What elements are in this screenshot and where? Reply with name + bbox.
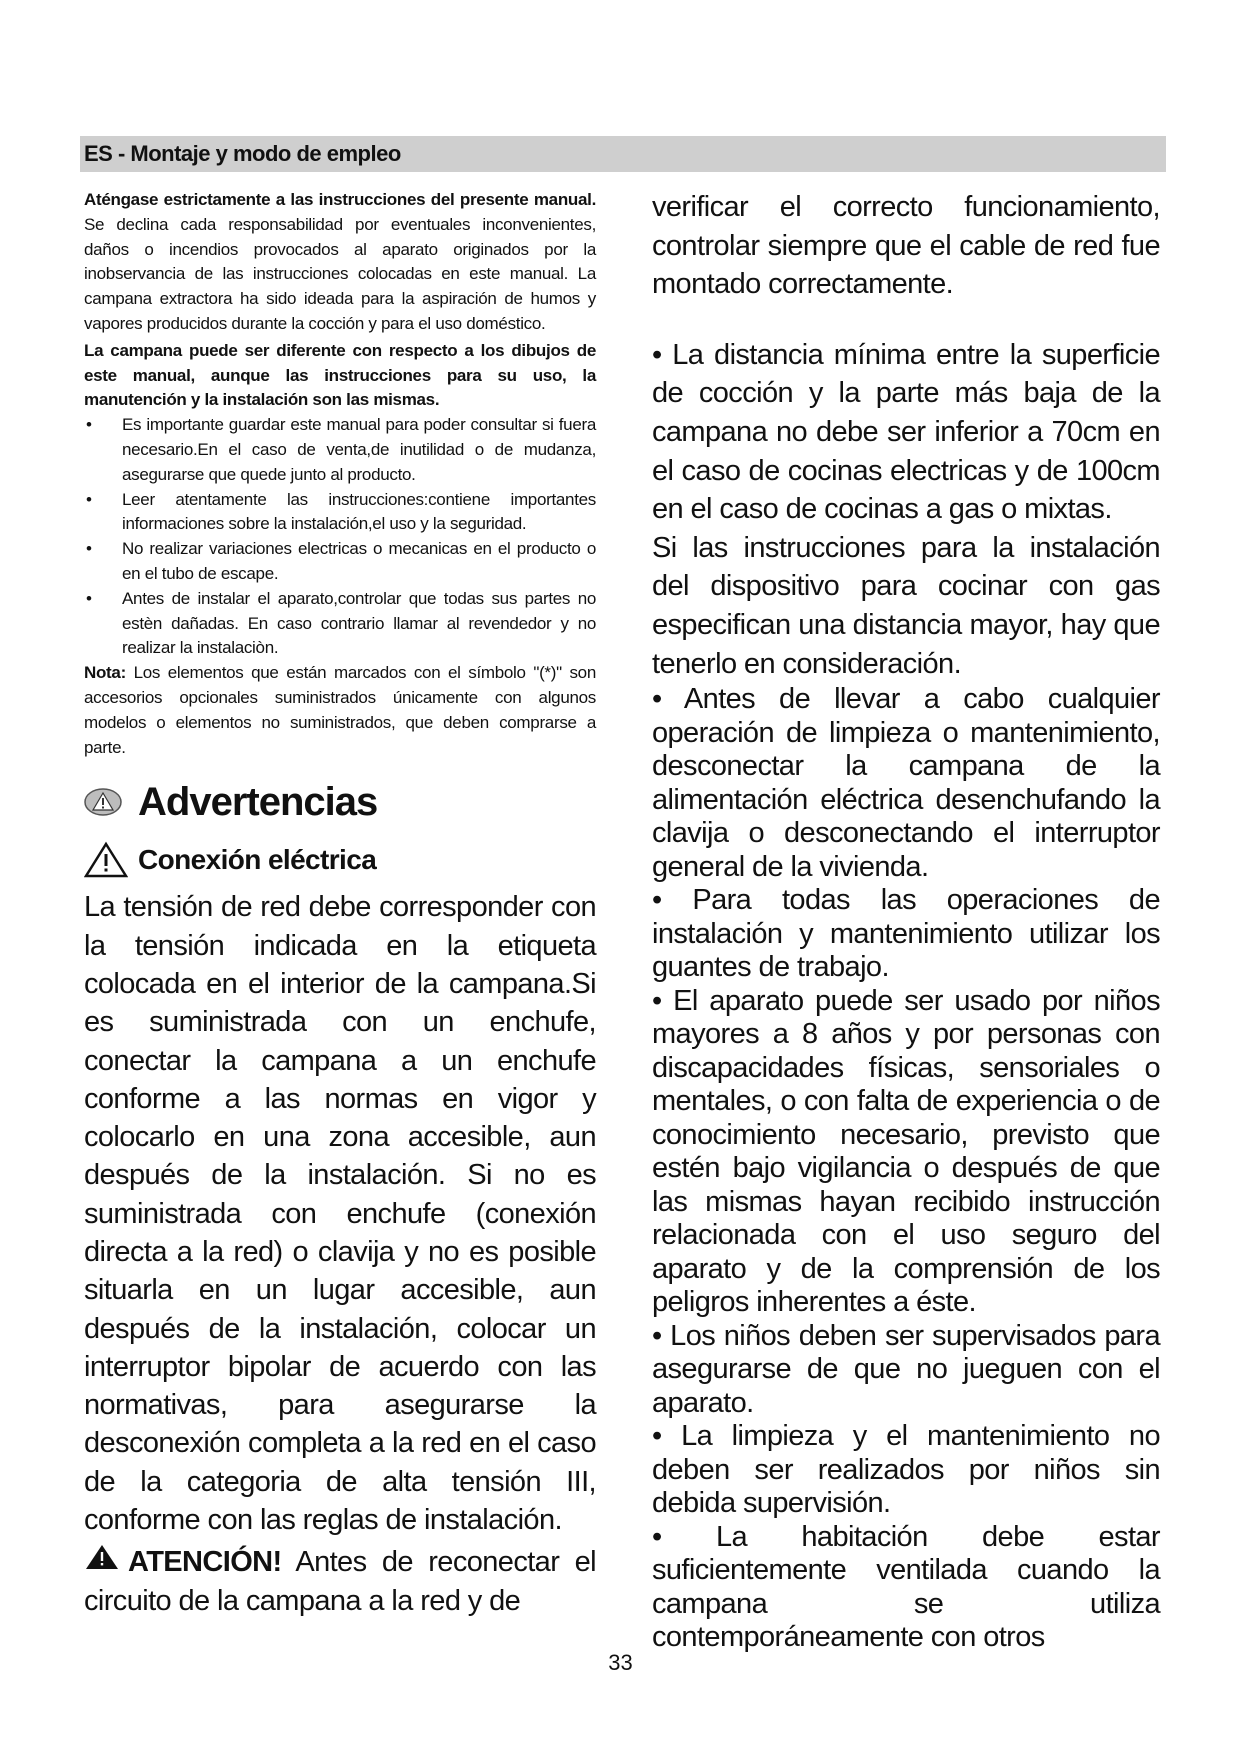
drawings-note: La campana puede ser diferente con respecto a los dibujos de este manual, aunque las instrucciones para su uso, la manutención y la instalación son las mismas. <box>84 340 596 410</box>
warning-filled-icon <box>84 1543 120 1571</box>
advertencias-heading <box>84 774 596 830</box>
bullet-marker: • <box>86 588 92 608</box>
left-column <box>84 188 596 1620</box>
list-item <box>84 537 596 587</box>
conexion-title: Conexión eléctrica <box>138 844 377 876</box>
warning-circle-icon <box>84 788 122 816</box>
bullet-marker: • <box>86 489 92 509</box>
bullet-marker: • <box>86 539 92 559</box>
list-item <box>84 488 596 538</box>
gas-paragraph: Si las instrucciones para la instalación del dispositivo para cocinar con gas especifican una distancia mayor, hay que tenerlo en consideración. <box>652 531 1160 680</box>
note-text: Los elementos que están marcados con el símbolo "(*)" son accesorios opcionales suministrados únicamente con algunos modelos o elementos no suministrados, que deben comprarse a parte. <box>84 663 596 757</box>
distance-paragraph: • La distancia mínima entre la superficie de cocción y la parte más baja de la campana no debe ser inferior a 70cm en el caso de cocinas electricas y de 100cm en el caso de cocinas a gas o mixtas. <box>652 338 1160 526</box>
list-item-text: Leer atentamente las instrucciones:contiene importantes informaciones sobre la instalación,el uso y la seguridad. <box>122 489 596 534</box>
list-item: • La limpieza y el mantenimiento no deben ser realizados por niños sin debida supervisión. <box>652 1420 1160 1520</box>
intro-text: Se declina cada responsabilidad por eventuales inconvenientes, daños o incendios provocados al aparato originados por la inobservancia de las instrucciones colocadas en este manual. La campana extractora ha sido ideada para la aspiración de humos y vapores producidos durante la cocción y para el uso doméstico. <box>84 214 596 333</box>
attention-label: ATENCIÓN! <box>128 1546 282 1579</box>
attention-text: Antes de reconectar el circuito de la campana a la red y de <box>84 1546 596 1617</box>
note-label: Nota: <box>84 663 126 683</box>
list-item <box>84 413 596 487</box>
advertencias-title: Advertencias <box>138 779 378 824</box>
list-item: • El aparato puede ser usado por niños mayores a 8 años y por personas con discapacidades físicas, sensoriales o mentales, o con falta de experiencia o de conocimiento necesario, previsto que estén bajo vigilancia o después de que las mismas hayan recibido instrucción relacionada con el uso seguro del aparato y de la comprensión de los peligros inherentes a éste. <box>652 984 1160 1319</box>
intro-bold: Aténgase estrictamente a las instrucciones del presente manual. <box>84 190 596 209</box>
list-item: • La habitación debe estar suficientemente ventilada cuando la campana se utiliza contemporáneamente con otros <box>652 1520 1160 1654</box>
list-item-text: Antes de instalar el aparato,controlar que todas sus partes no estèn dañadas. En caso contrario llamar al revendedor y no realizar la instalaciòn. <box>122 588 596 658</box>
attention-paragraph <box>84 1543 596 1620</box>
conexion-heading <box>84 838 596 882</box>
continuation-paragraph: verificar el correcto funcionamiento, controlar siempre que el cable de red fue montado correctamente. <box>652 191 1160 301</box>
right-column <box>652 188 1160 1655</box>
list-item: • Para todas las operaciones de instalación y mantenimiento utilizar los guantes de trabajo. <box>652 884 1160 984</box>
list-item: • Antes de llevar a cabo cualquier operación de limpieza o mantenimiento, desconectar la campana de la alimentación eléctrica desenchufando la clavija o desconectando el interruptor general de la vivienda. <box>652 683 1160 883</box>
intro-paragraph <box>84 188 596 337</box>
list-item <box>84 587 596 661</box>
attention-label-group <box>84 1543 282 1581</box>
list-item-text: No realizar variaciones electricas o mecanicas en el producto o en el tubo de escape. <box>122 539 596 583</box>
section-header: ES - Montaje y modo de empleo <box>80 136 1166 172</box>
intro-bold-paragraph <box>84 339 596 413</box>
bullet-marker: • <box>86 415 92 435</box>
page-number: 33 <box>608 1650 633 1675</box>
list-item: • Los niños deben ser supervisados para asegurarse de que no jueguen con el aparato. <box>652 1319 1160 1419</box>
warning-triangle-icon <box>84 841 128 879</box>
list-item-text: Es importante guardar este manual para poder consultar si fuera necesario.En el caso de venta,de inutilidad o de mudanza, asegurarse que quede junto al producto. <box>122 415 596 484</box>
connection-paragraph: La tensión de red debe corresponder con la tensión indicada en la etiqueta colocada en el interior de la campana.Si es suministrada con un enchufe, conectar la campana a un enchufe conforme a las normas en vigor y colocarlo en una zona accesible, aun después de la instalación. Si no es suministrada con enchufe (conexión directa a la red) o clavija y no es posible situarla en un lugar accesible, aun después de la instalación, colocar un interruptor bipolar de acuerdo con las normativas, para asegurarse la desconexión completa a la red en el caso de la categoria de alta tensión III, conforme con las reglas de instalación. <box>84 891 596 1537</box>
note-paragraph <box>84 661 596 760</box>
